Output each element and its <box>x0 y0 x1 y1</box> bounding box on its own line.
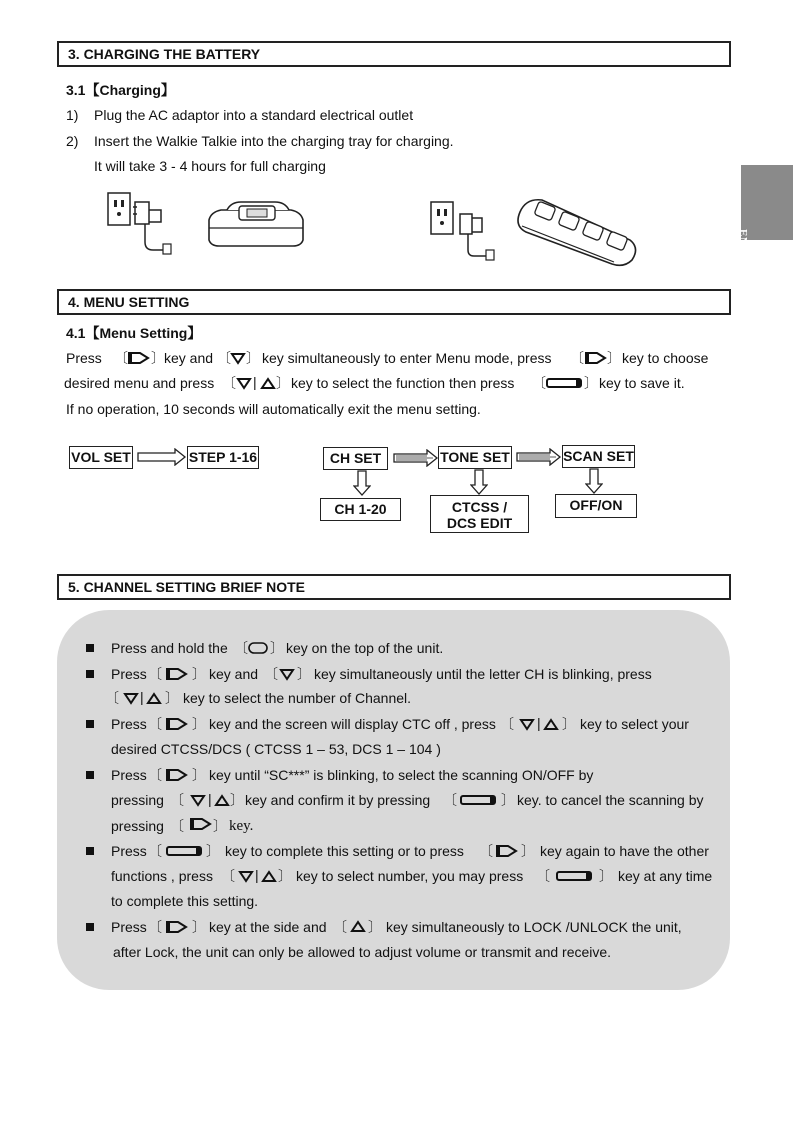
charging-tray-illustration <box>205 198 307 250</box>
bullet-marker <box>86 720 94 728</box>
flow-scan-set: SCAN SET <box>562 445 635 468</box>
bullet-marker <box>86 670 94 678</box>
note-2-text-a: Press <box>111 666 147 682</box>
bullet-marker <box>86 644 94 652</box>
arrow-down-icon <box>585 468 603 494</box>
side-key-icon <box>164 919 190 935</box>
flow-ctcss-line2: DCS EDIT <box>446 515 513 531</box>
arrow-right-icon <box>393 449 439 467</box>
up-key-icon <box>261 868 277 884</box>
menu-para-save-it: key to save it. <box>599 375 685 391</box>
arrow-down-icon <box>470 469 488 495</box>
top-key-icon <box>247 640 269 656</box>
step-2-number: 2) <box>66 133 79 149</box>
note-5-text-a: Press <box>111 843 147 859</box>
note-2-text-b: key and <box>209 666 259 682</box>
side-key-icon <box>583 350 609 366</box>
flow-ch-range: CH 1-20 <box>320 498 401 521</box>
language-tab <box>737 165 793 283</box>
menu-para-press: Press <box>66 350 102 366</box>
side-key-icon <box>164 716 190 732</box>
side-key-icon <box>164 767 190 783</box>
note-4-text-b: key until “SC***” is blinking, to select the scanning ON/OFF by <box>209 767 594 783</box>
section-5-header: 5. CHANNEL SETTING BRIEF NOTE <box>57 574 731 600</box>
step-2-text: Insert the Walkie Talkie into the charging tray for charging. <box>94 133 454 149</box>
side-key-icon <box>494 843 520 859</box>
note-1-text-a: Press and hold the <box>111 640 228 656</box>
note-4-text-f: pressing <box>111 818 164 834</box>
outlet-adapter-illustration-2 <box>428 192 500 264</box>
arrow-right-icon <box>137 448 187 466</box>
step-1-text: Plug the AC adaptor into a standard electrical outlet <box>94 107 414 123</box>
step-1-number: 1) <box>66 107 79 123</box>
down-key-icon <box>236 375 252 391</box>
note-5-text-b: key to complete this setting or to press <box>225 843 464 859</box>
arrow-down-icon <box>353 470 371 496</box>
note-3-text-a: Press <box>111 716 147 732</box>
section-4-header: 4. MENU SETTING <box>57 289 731 315</box>
long-key-icon <box>545 375 585 391</box>
up-key-icon <box>146 690 162 706</box>
multi-unit-charger-illustration <box>512 192 642 272</box>
down-key-icon <box>123 690 139 706</box>
outlet-adapter-illustration-1 <box>105 190 175 258</box>
arrow-right-icon <box>516 448 562 466</box>
side-key-icon <box>188 816 214 832</box>
flow-ctcss-dcs-edit <box>430 495 529 533</box>
flow-ctcss-line1: CTCSS / <box>451 499 508 515</box>
menu-para-timeout: If no operation, 10 seconds will automatically exit the menu setting. <box>66 401 481 417</box>
side-key-icon <box>126 350 152 366</box>
up-key-icon <box>260 375 276 391</box>
down-key-icon <box>190 792 206 808</box>
down-key-icon <box>519 716 535 732</box>
flow-ch-set: CH SET <box>323 447 388 470</box>
note-1-text-b: key on the top of the unit. <box>286 640 444 656</box>
down-key-icon <box>279 666 295 682</box>
note-5-text-c: key again to have the other <box>540 843 709 859</box>
step-2-continued: It will take 3 - 4 hours for full charging <box>94 158 326 174</box>
note-5-text-f: key at any time <box>618 868 713 884</box>
bullet-marker <box>86 923 94 931</box>
flow-step: STEP 1-16 <box>187 446 259 469</box>
flow-vol-set: VOL SET <box>69 446 133 469</box>
down-key-icon <box>230 350 246 366</box>
charging-subheader: 3.1【Charging】 <box>66 82 175 98</box>
menu-para-key-to-choose: key to choose <box>622 350 709 366</box>
note-4-text-a: Press <box>111 767 147 783</box>
side-key-icon <box>164 666 190 682</box>
note-5-text-e: key to select number, you may press <box>296 868 524 884</box>
long-key-icon <box>165 843 205 859</box>
menu-para-enter-menu: key simultaneously to enter Menu mode, press <box>262 350 552 366</box>
long-key-icon <box>555 868 595 884</box>
note-2-text-c: key simultaneously until the letter CH is blinking, press <box>314 666 652 682</box>
note-3-text-b: key and the screen will display CTC off , press <box>209 716 496 732</box>
bullet-marker <box>86 771 94 779</box>
note-6-text-d: after Lock, the unit can only be allowed to adjust volume or transmit and receive. <box>113 944 612 960</box>
language-tab-label: ENGLISH <box>737 229 749 283</box>
note-3-text-d: desired CTCSS/DCS ( CTCSS 1 – 53, DCS 1 – 104 ) <box>111 741 441 757</box>
down-key-icon <box>238 868 254 884</box>
bullet-marker <box>86 847 94 855</box>
menu-para-key-and: key and <box>164 350 214 366</box>
note-2-text-d: key to select the number of Channel. <box>183 690 412 706</box>
note-6-text-b: key at the side and <box>209 919 327 935</box>
note-5-text-d: functions , press <box>111 868 213 884</box>
up-key-icon <box>214 792 230 808</box>
note-4-text-g: key. <box>229 818 254 834</box>
note-4-text-c: pressing <box>111 792 164 808</box>
menu-subheader: 4.1【Menu Setting】 <box>66 325 202 341</box>
menu-para-select-function: key to select the function then press <box>291 375 515 391</box>
note-4-text-e: key. to cancel the scanning by <box>517 792 704 808</box>
long-key-icon <box>459 792 499 808</box>
menu-para-desired-menu: desired menu and press <box>64 375 215 391</box>
note-6-text-a: Press <box>111 919 147 935</box>
flow-tone-set: TONE SET <box>438 446 512 469</box>
note-3-text-c: key to select your <box>580 716 689 732</box>
note-4-text-d: key and confirm it by pressing <box>245 792 431 808</box>
up-key-icon <box>543 716 559 732</box>
note-5-text-g: to complete this setting. <box>111 893 259 909</box>
note-6-text-c: key simultaneously to LOCK /UNLOCK the unit, <box>386 919 682 935</box>
up-key-icon <box>350 918 366 934</box>
section-3-header: 3. CHARGING THE BATTERY <box>57 41 731 67</box>
flow-off-on: OFF/ON <box>555 494 637 518</box>
